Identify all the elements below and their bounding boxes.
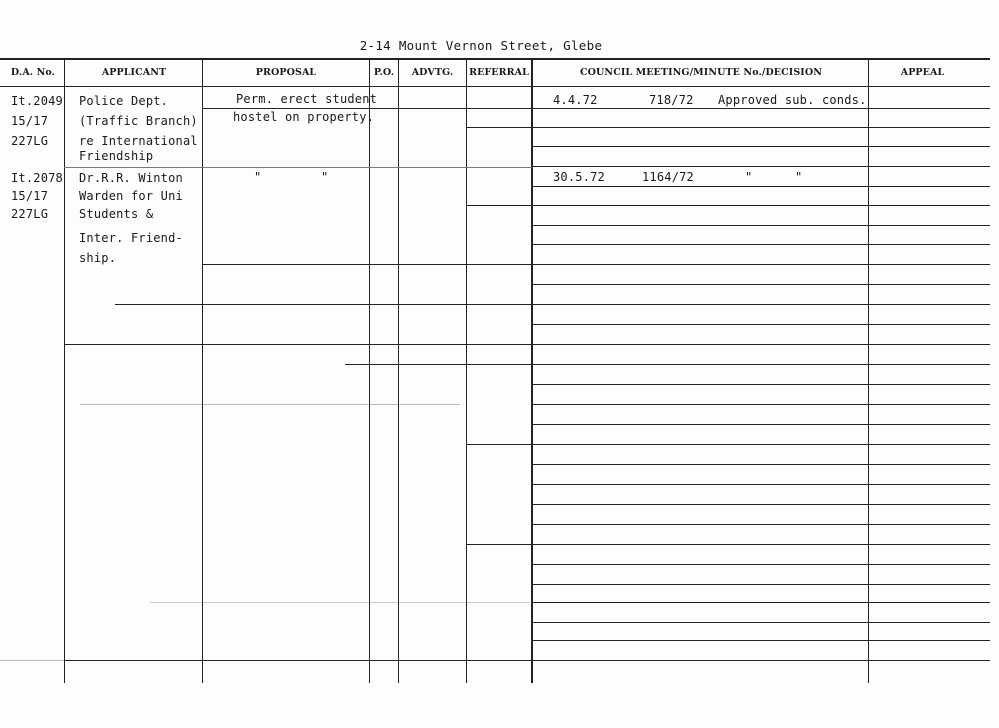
row-rule xyxy=(532,225,990,226)
proposal-line: Perm. erect student xyxy=(236,92,378,106)
row-rule xyxy=(532,602,990,603)
applicant-line: Warden for Uni xyxy=(79,189,183,203)
da-no-line: 15/17 xyxy=(11,189,49,203)
row-rule xyxy=(202,264,990,265)
header-bottom-rule xyxy=(0,86,990,87)
row-rule xyxy=(532,404,990,405)
row-rule xyxy=(466,444,990,445)
row-rule xyxy=(532,524,990,525)
row-rule xyxy=(115,304,990,305)
row-rule xyxy=(532,622,990,623)
applicant-line: Students & xyxy=(79,207,154,221)
row-rule xyxy=(532,384,990,385)
applicant-line: re International xyxy=(79,134,198,148)
row-rule xyxy=(64,344,990,345)
applicant-line: (Traffic Branch) xyxy=(79,114,198,128)
col-rule-6 xyxy=(531,60,533,683)
applicant-line: Inter. Friend- xyxy=(79,231,183,245)
row-rule xyxy=(532,186,990,187)
row-rule xyxy=(466,544,990,545)
row-rule xyxy=(532,324,990,325)
entry-1-applicant xyxy=(79,94,198,164)
row-rule xyxy=(532,564,990,565)
header-advtg: ADVTG. xyxy=(411,67,454,78)
row-rule xyxy=(532,484,990,485)
header-council-decision: COUNCIL MEETING/MINUTE No./DECISION xyxy=(580,67,822,78)
entry-2-da-no xyxy=(11,171,63,225)
entry-2-council-date: 30.5.72 xyxy=(553,170,605,184)
entry-1-minute-no: 718/72 xyxy=(649,93,694,107)
row-rule xyxy=(532,640,990,641)
row-rule xyxy=(532,284,990,285)
row-rule xyxy=(532,146,990,147)
row-rule xyxy=(345,364,990,365)
applicant-line: ship. xyxy=(79,251,117,265)
table-top-rule xyxy=(0,58,990,60)
applicant-line: Friendship xyxy=(79,149,154,163)
faint-rule xyxy=(0,660,64,661)
applicant-line: Dr.R.R. Winton xyxy=(79,171,183,185)
da-no-line: 15/17 xyxy=(11,114,49,128)
da-no-line: 227LG xyxy=(11,134,49,148)
header-proposal: PROPOSAL xyxy=(255,67,317,78)
da-no-line: It.2049 xyxy=(11,94,63,108)
applicant-line: Police Dept. xyxy=(79,94,169,108)
row-rule xyxy=(64,660,990,661)
header-da-no: D.A. No. xyxy=(10,67,56,78)
faint-rule xyxy=(150,602,530,603)
row-rule xyxy=(466,127,990,128)
header-applicant: APPLICANT xyxy=(101,67,167,78)
col-rule-4 xyxy=(398,60,399,683)
row-rule xyxy=(532,424,990,425)
row-rule xyxy=(532,166,990,167)
row-rule xyxy=(532,464,990,465)
property-address-title: 2-14 Mount Vernon Street, Glebe xyxy=(359,38,603,53)
entry-2-decision-ditto-1: " xyxy=(745,170,753,184)
entry-1-proposal xyxy=(233,92,378,128)
row-rule xyxy=(532,504,990,505)
proposal-line: hostel on property. xyxy=(233,110,375,124)
da-no-line: 227LG xyxy=(11,207,49,221)
entry-2-decision-ditto-2: " xyxy=(795,170,803,184)
row-rule xyxy=(64,167,532,168)
header-appeal: APPEAL xyxy=(900,67,945,78)
row-rule xyxy=(466,205,990,206)
entry-1-da-no xyxy=(11,94,63,154)
entry-2-minute-no: 1164/72 xyxy=(642,170,694,184)
faint-rule xyxy=(80,404,460,405)
entry-1-decision: Approved sub. conds. xyxy=(718,93,867,107)
header-referral: REFERRAL xyxy=(469,67,529,78)
col-rule-5 xyxy=(466,60,467,683)
entry-1-council-date: 4.4.72 xyxy=(553,93,598,107)
entry-2-proposal-ditto-1: " xyxy=(254,170,262,184)
row-rule xyxy=(532,244,990,245)
da-no-line: It.2078 xyxy=(11,171,63,185)
entry-2-proposal-ditto-2: " xyxy=(321,170,329,184)
col-rule-7 xyxy=(868,60,869,683)
row-rule xyxy=(532,584,990,585)
entry-2-applicant xyxy=(79,171,183,269)
header-po: P.O. xyxy=(373,67,395,78)
col-rule-3 xyxy=(369,60,370,683)
col-rule-2 xyxy=(202,60,203,683)
col-rule-1 xyxy=(64,60,65,683)
